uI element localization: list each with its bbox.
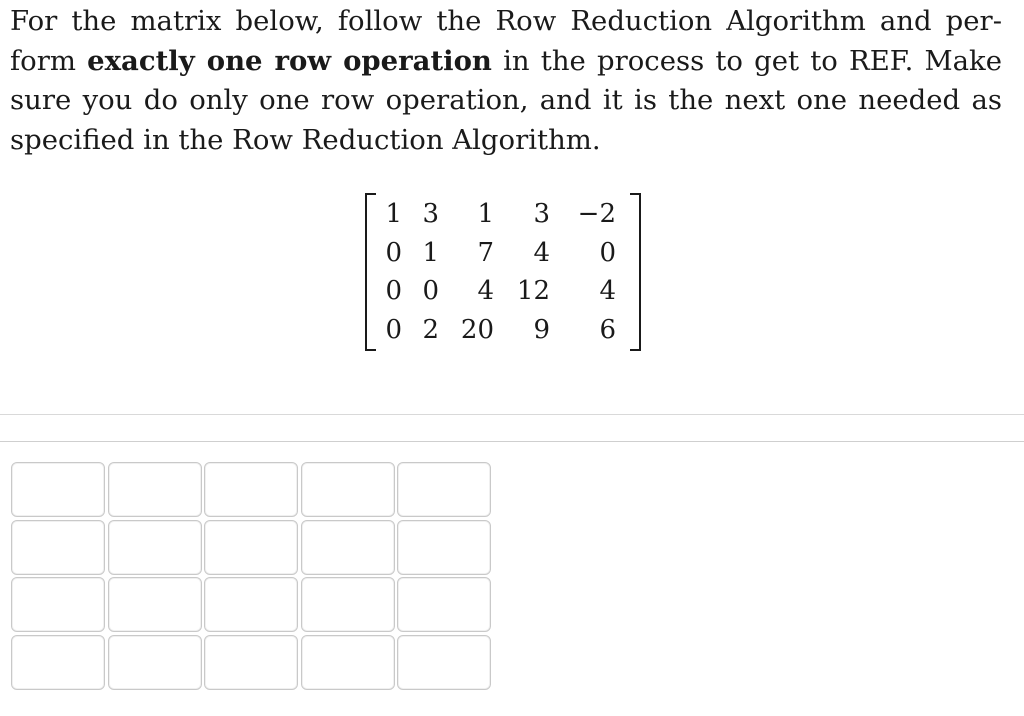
matrix-entry: 0 — [599, 237, 616, 268]
divider-top — [0, 414, 1024, 415]
matrix-left-bracket — [365, 193, 376, 351]
matrix-right-bracket — [630, 193, 641, 351]
matrix-table — [385, 195, 616, 349]
answer-cell-input[interactable] — [108, 577, 202, 632]
answer-cell-input[interactable] — [11, 577, 105, 632]
answer-cell-input[interactable] — [397, 635, 491, 690]
matrix-entry: 0 — [385, 237, 402, 268]
matrix-entry: 12 — [516, 276, 550, 307]
answer-cell-input[interactable] — [204, 577, 298, 632]
matrix-entry: 20 — [460, 314, 494, 345]
answer-cell-input[interactable] — [301, 462, 395, 517]
matrix-entry: 1 — [422, 237, 439, 268]
answer-cell-input[interactable] — [397, 462, 491, 517]
matrix-entry: 0 — [385, 314, 402, 345]
question-text — [10, 2, 1002, 160]
answer-cell-input[interactable] — [11, 462, 105, 517]
matrix-entry: 6 — [599, 314, 616, 345]
answer-cell-input[interactable] — [301, 520, 395, 575]
matrix-entry: 1 — [385, 199, 402, 230]
answer-cell-input[interactable] — [397, 577, 491, 632]
answer-cell-input[interactable] — [397, 520, 491, 575]
matrix-entry: 4 — [599, 276, 616, 307]
matrix-row — [385, 272, 616, 311]
answer-cell-input[interactable] — [301, 577, 395, 632]
question-text-part1: For the matrix below, follow the Row Reduction Algorithm and per-form — [10, 5, 1002, 77]
matrix-entry: 3 — [422, 199, 439, 230]
matrix-row — [385, 195, 616, 234]
answer-cell-input[interactable] — [301, 635, 395, 690]
answer-cell-input[interactable] — [204, 520, 298, 575]
answer-cell-input[interactable] — [11, 520, 105, 575]
matrix-entry: 0 — [422, 276, 439, 307]
answer-cell-input[interactable] — [108, 520, 202, 575]
matrix-entry: 7 — [477, 237, 494, 268]
matrix-row — [385, 234, 616, 273]
matrix-entry: 4 — [533, 237, 550, 268]
matrix-entry: −2 — [577, 199, 616, 230]
matrix-entry: 3 — [533, 199, 550, 230]
matrix-entry: 2 — [422, 314, 439, 345]
matrix-entry: 1 — [477, 199, 494, 230]
answer-cell-input[interactable] — [108, 635, 202, 690]
divider-bottom — [0, 441, 1024, 442]
matrix-entry: 0 — [385, 276, 402, 307]
matrix — [365, 193, 641, 349]
matrix-entry: 9 — [533, 314, 550, 345]
answer-cell-input[interactable] — [11, 635, 105, 690]
question-text-bold: exactly one row operation — [87, 44, 492, 77]
answer-cell-input[interactable] — [108, 462, 202, 517]
matrix-row — [385, 311, 616, 350]
answer-cell-input[interactable] — [204, 462, 298, 517]
matrix-entry: 4 — [477, 276, 494, 307]
question-text-part2: in the process to get to REF. Make sure you do only one row operation, and it is the next one needed as specified in the Row Reduction Algorithm. — [10, 44, 1003, 156]
answer-cell-input[interactable] — [204, 635, 298, 690]
answer-matrix-input-grid — [11, 462, 491, 690]
